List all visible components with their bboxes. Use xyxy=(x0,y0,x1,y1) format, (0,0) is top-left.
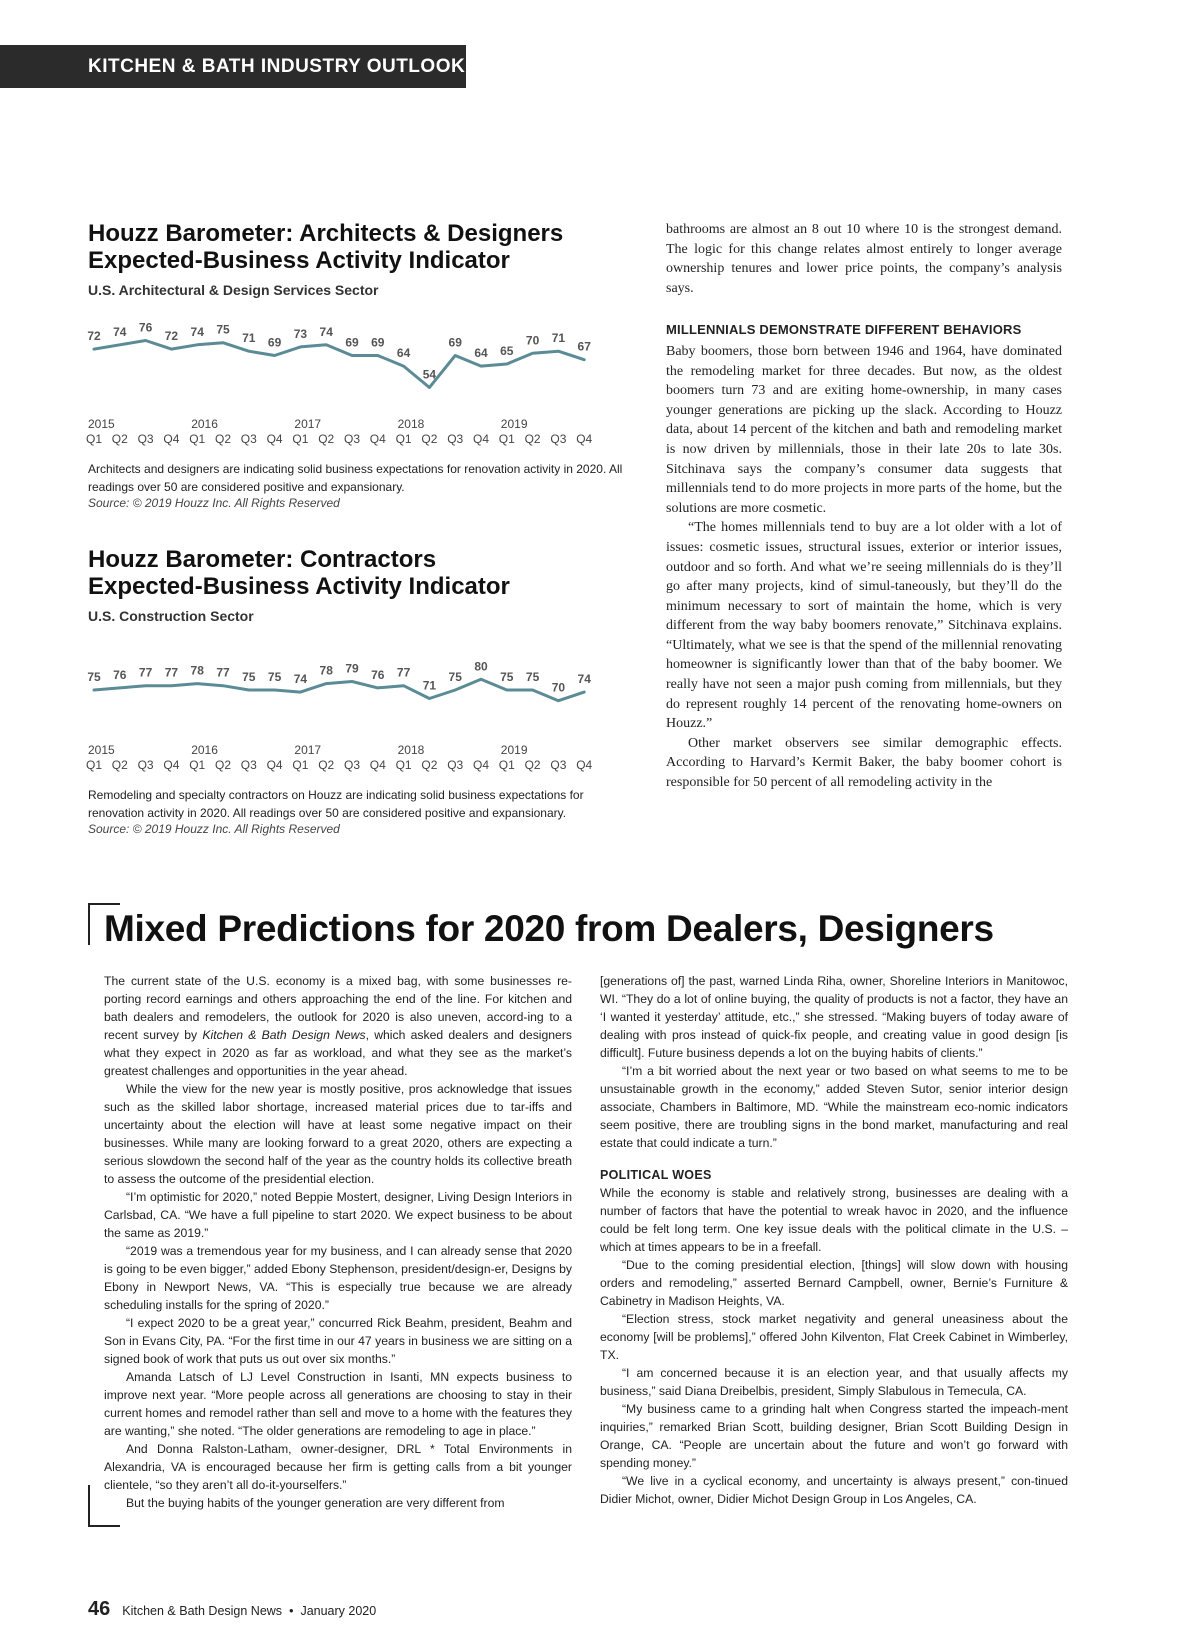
data-label: 76 xyxy=(371,667,385,682)
data-label: 78 xyxy=(190,663,204,678)
quarter-tick-label: Q2 xyxy=(318,432,335,446)
data-label: 69 xyxy=(345,335,359,350)
data-label: 74 xyxy=(319,324,333,339)
article-paragraph: “I am concerned because it is an election year, and that usually affects my business,” said Diana Dreibelbis, president, Simply Slabulous in Temecula, CA. xyxy=(600,1366,1068,1398)
chart1-subtitle: U.S. Architectural & Design Services Sector xyxy=(88,282,379,298)
quarter-tick-label: Q4 xyxy=(576,432,593,446)
data-label: 75 xyxy=(525,670,540,684)
data-label: 65 xyxy=(500,344,514,358)
quarter-tick-label: Q1 xyxy=(85,432,103,446)
chart1-title-line2: Expected-Business Activity Indicator xyxy=(88,247,510,274)
year-tick-label: 2018 xyxy=(397,743,425,757)
chart2-title-line2: Expected-Business Activity Indicator xyxy=(88,573,510,600)
quarter-tick-label: Q3 xyxy=(343,432,361,446)
political-woes-heading: POLITICAL WOES xyxy=(600,1168,712,1182)
year-tick-label: 2016 xyxy=(191,743,218,757)
data-label: 69 xyxy=(267,335,282,350)
data-label: 71 xyxy=(422,678,437,693)
article-text: The current state of the U.S. economy is a mixed bag, with some businesses re-porting record earnings and others approaching the end of the line. For kitchen and bath dealers and remodelers, the outlook for 2020 is also uneven, accord-ing to a recent survey by xyxy=(104,974,572,1042)
year-tick-label: 2017 xyxy=(294,417,322,431)
quarter-tick-label: Q4 xyxy=(472,432,490,446)
data-label: 73 xyxy=(293,326,308,341)
chart2-plot xyxy=(85,628,638,780)
right-paragraph-1: bathrooms are almost an 8 out 10 where 10 is the strongest demand. The logic for this change relates almost entirely to longer average ownership tenures and lower price points, the company’s analysis says. xyxy=(666,222,1062,296)
article-paragraph: While the economy is stable and relatively strong, businesses are dealing with a number of factors that have the potential to wreak havoc in 2020, and the influence could be felt long term. One key issue deals with the political climate in the U.S. – which at times appears to be in a freefall. xyxy=(600,1186,1068,1254)
quarter-tick-label: Q4 xyxy=(163,758,180,772)
quarter-tick-label: Q3 xyxy=(137,432,154,446)
chart2-title-line1: Houzz Barometer: Contractors xyxy=(88,546,437,573)
section-label: KITCHEN & BATH INDUSTRY OUTLOOK xyxy=(88,55,466,77)
data-label: 77 xyxy=(138,665,153,680)
article-column-left xyxy=(104,972,572,1512)
data-label: 74 xyxy=(577,672,591,687)
chart2-title xyxy=(88,546,638,600)
article-headline: Mixed Predictions for 2020 from Dealers, Designers xyxy=(104,908,994,949)
article-paragraph: While the view for the new year is mostly positive, pros acknowledge that issues such as the skilled labor shortage, increased material prices due to tar-iffs and uncertainty about the election will have at least some negative impact on their businesses. While many are looking forward to a great 2020, others are expecting a serious slowdown the second half of the year as the country holds its collective breath to assess the outcome of the presidential election. xyxy=(104,1082,572,1186)
right-paragraph-4: Other market observers see similar demographic effects. According to Harvard’s Kermit Baker, the baby boomer cohort is responsible for 50 percent of all remodeling activity in the xyxy=(666,735,1062,791)
data-label: 79 xyxy=(345,661,359,676)
data-label: 70 xyxy=(525,333,540,348)
article-paragraph: “2019 was a tremendous year for my business, and I can already sense that 2020 is going to be even bigger,” added Ebony Stephenson, president/design-er, Designs by Ebony in Newport News, VA. “This is especially true because we are already scheduling installs for the spring of 2020.” xyxy=(104,1244,572,1312)
quarter-tick-label: Q2 xyxy=(421,432,438,446)
chart2-source: Source: © 2019 Houzz Inc. All Rights Reserved xyxy=(88,822,340,836)
quarter-tick-label: Q4 xyxy=(472,758,490,772)
data-label: 72 xyxy=(87,329,101,344)
quarter-tick-label: Q3 xyxy=(447,758,464,772)
article-paragraph: “I expect 2020 to be a great year,” concurred Rick Beahm, president, Beahm and Son in Evans City, PA. “For the first time in our 47 years in business we are sitting on a signed book of work that puts us out over six months.” xyxy=(104,1316,572,1366)
article-paragraph: Amanda Latsch of LJ Level Construction in Isanti, MN expects business to improve next year. “More people across all generations are choosing to stay in their current homes and remodel rather than sell and move to a home with the features they are wanting,” she noted. “The older generations are remodeling to age in place.” xyxy=(104,1370,572,1438)
data-label: 75 xyxy=(500,670,514,684)
chart1-caption: Architects and designers are indicating solid business expectations for renovation activity in 2020. All readings over 50 are considered positive and expansionary. xyxy=(88,462,623,494)
quarter-tick-label: Q2 xyxy=(214,758,232,772)
data-label: 54 xyxy=(422,367,437,382)
article-paragraph xyxy=(104,972,572,1080)
page-number: 46 xyxy=(88,1598,111,1620)
issue-date: January 2020 xyxy=(300,1604,377,1618)
chart1-plot xyxy=(85,302,638,454)
year-tick-label: 2016 xyxy=(191,417,218,431)
quarter-tick-label: Q3 xyxy=(240,432,257,446)
article-paragraph: And Donna Ralston-Latham, owner-designer, DRL * Total Environments in Alexandria, VA is encouraged because her firm is getting calls from a bit younger clientele, “so they aren’t all do-it-yourselfers.” xyxy=(104,1442,572,1492)
year-tick-label: 2019 xyxy=(500,417,528,431)
section-header-bar xyxy=(0,45,466,88)
data-label: 74 xyxy=(190,324,204,339)
right-paragraph-3: “The homes millennials tend to buy are a lot older with a lot of issues: cosmetic issues, structural issues, exterior or interior issues, outdoor and so forth. And what we’re seeing millennials do is they’ll go after many projects, kind of simul-taneously, but they’ll do the minimum necessary to sort of maintain the home, which is very different from the way baby boomers renovate,” Sitchinava explains. “Ultimately, what we see is that the spend of the millennial renovating homeowner is significantly lower than that of the baby boomer. We really have not seen a major push coming from millennials, but they do represent roughly 14 percent of the renovating home-owners on Houzz.” xyxy=(666,520,1062,732)
data-label: 72 xyxy=(164,329,179,344)
article-text: , which asked dealers and designers what they expect in 2020 as far as workload, and what they see as the market’s greatest challenges and opportunities in the year ahead. xyxy=(104,1028,572,1078)
quarter-tick-label: Q1 xyxy=(189,758,206,772)
quarter-tick-label: Q4 xyxy=(576,758,593,772)
quarter-tick-label: Q3 xyxy=(343,758,361,772)
article-paragraph: “Due to the coming presidential election, [things] will slow down with housing orders and remodeling,” asserted Bernard Campbell, owner, Bernie’s Furniture & Cabinetry in Madison Heights, VA. xyxy=(600,1258,1068,1308)
data-label: 75 xyxy=(87,670,101,684)
millennials-heading: MILLENNIALS DEMONSTRATE DIFFERENT BEHAVIORS xyxy=(666,322,1022,338)
quarter-tick-label: Q1 xyxy=(189,432,206,446)
quarter-tick-label: Q4 xyxy=(369,432,386,446)
quarter-tick-label: Q3 xyxy=(550,758,567,772)
data-label: 76 xyxy=(113,667,127,682)
publication-title: Kitchen & Bath Design News xyxy=(122,1604,283,1618)
data-label: 64 xyxy=(396,346,411,361)
data-label: 75 xyxy=(242,670,256,684)
quarter-tick-label: Q2 xyxy=(524,432,541,446)
data-label: 69 xyxy=(371,335,385,350)
data-label: 67 xyxy=(577,339,591,354)
data-label: 77 xyxy=(216,665,230,680)
quarter-tick-label: Q2 xyxy=(318,758,335,772)
data-label: 70 xyxy=(551,680,566,695)
data-label: 78 xyxy=(319,663,333,678)
quarter-tick-label: Q1 xyxy=(498,432,515,446)
quarter-tick-label: Q4 xyxy=(163,432,180,446)
data-label: 75 xyxy=(267,670,282,684)
quarter-tick-label: Q1 xyxy=(292,432,309,446)
article-paragraph: “I’m optimistic for 2020,” noted Beppie Mostert, designer, Living Design Interiors in Carlsbad, CA. “We have a full pipeline to start 2020. We expect business to be about the same as 2019.” xyxy=(104,1190,572,1240)
right-paragraph-2: Baby boomers, those born between 1946 and 1964, have dominated the remodeling market for three decades. But now, as the oldest boomers turn 73 and are exiting home-ownership, in many cases younger generations are picking up the slack. According to Houzz data, about 14 percent of the kitchen and bath and remodeling market is now driven by millennials, those in their late 20s to late 30s. Sitchinava says the company’s consumer data suggests that millennials tend to do more projects in more parts of the home, but the solutions are more cosmetic. xyxy=(666,343,1062,516)
data-label: 77 xyxy=(396,665,411,680)
data-label: 69 xyxy=(448,335,462,350)
quarter-tick-label: Q4 xyxy=(266,432,283,446)
quarter-tick-label: Q2 xyxy=(111,432,128,446)
data-label: 71 xyxy=(242,331,256,346)
data-label: 74 xyxy=(293,672,308,687)
quarter-tick-label: Q2 xyxy=(111,758,128,772)
article-column-right xyxy=(600,972,1068,1508)
data-label: 75 xyxy=(216,322,230,337)
article-paragraph: “I’m a bit worried about the next year or two based on what seems to me to be unsustainable growth in the economy,” added Steven Sutor, senior interior design associate, Chambers in Baltimore, MD. “While the mainstream eco-nomic indicators seem positive, there are troubling signs in the bond market, manufacturing and real estate that could indicate a turn.” xyxy=(600,1064,1068,1150)
article-paragraph: “We live in a cyclical economy, and uncertainty is always present,” con-tinued Didier Michot, owner, Didier Michot Design Group in Los Angeles, CA. xyxy=(600,1474,1068,1506)
quarter-tick-label: Q2 xyxy=(524,758,541,772)
quarter-tick-label: Q2 xyxy=(214,432,232,446)
quarter-tick-label: Q4 xyxy=(369,758,386,772)
quarter-tick-label: Q3 xyxy=(137,758,154,772)
chart-architects-designers xyxy=(85,220,638,510)
chart1-title xyxy=(88,220,638,274)
quarter-tick-label: Q3 xyxy=(550,432,567,446)
quarter-tick-label: Q3 xyxy=(240,758,257,772)
data-label: 74 xyxy=(113,324,127,339)
data-label: 75 xyxy=(448,670,462,684)
data-label: 64 xyxy=(474,346,488,361)
year-tick-label: 2018 xyxy=(397,417,425,431)
chart1-source: Source: © 2019 Houzz Inc. All Rights Reserved xyxy=(88,496,340,510)
quarter-tick-label: Q1 xyxy=(85,758,103,772)
data-label: 71 xyxy=(551,331,566,346)
article-paragraph: “Election stress, stock market negativity and general uneasiness about the economy [will be problems],” offered John Kilventon, Flat Creek Cabinet in Wimberley, TX. xyxy=(600,1312,1068,1362)
article-paragraph: But the buying habits of the younger generation are very different from xyxy=(126,1496,505,1510)
quarter-tick-label: Q3 xyxy=(447,432,464,446)
data-label: 76 xyxy=(138,320,153,335)
quarter-tick-label: Q2 xyxy=(421,758,438,772)
quarter-tick-label: Q4 xyxy=(266,758,283,772)
chart1-title-line1: Houzz Barometer: Architects & Designers xyxy=(88,220,564,247)
quarter-tick-label: Q1 xyxy=(395,758,412,772)
page-footer xyxy=(88,1598,376,1621)
data-label: 80 xyxy=(474,659,488,674)
chart-contractors xyxy=(85,546,638,836)
quarter-tick-label: Q1 xyxy=(498,758,515,772)
footer-separator: • xyxy=(289,1604,294,1618)
chart2-caption: Remodeling and specialty contractors on Houzz are indicating solid business expectations for renovation activity in 2020. All readings over 50 are considered positive and expansionary. xyxy=(88,788,584,820)
quarter-tick-label: Q1 xyxy=(395,432,412,446)
data-label: 77 xyxy=(164,665,179,680)
year-tick-label: 2019 xyxy=(500,743,528,757)
right-column-text xyxy=(666,220,1062,793)
quarter-tick-label: Q1 xyxy=(292,758,309,772)
article-paragraph: “My business came to a grinding halt when Congress started the impeach-ment inquiries,” remarked Brian Scott, building designer, Brian Scott Building Design in Orange, CA. “People are uncertain about the future and won’t go forward with spending money.” xyxy=(600,1402,1068,1470)
year-tick-label: 2015 xyxy=(88,417,115,431)
publication-name: Kitchen & Bath Design News xyxy=(202,1028,366,1042)
year-tick-label: 2017 xyxy=(294,743,322,757)
year-tick-label: 2015 xyxy=(88,743,115,757)
chart2-subtitle: U.S. Construction Sector xyxy=(88,608,254,624)
article-paragraph: [generations of] the past, warned Linda Riha, owner, Shoreline Interiors in Manitowoc, WI. “They do a lot of online buying, the quality of products is not a factor, they have an ‘I wanted it yesterday’ attitude, etc.,” she stressed. “Making buyers of today aware of dealing with pros instead of quick-fix people, and creating value in good design [is difficult]. Future business depends a lot on the buying habits of clients.” xyxy=(600,974,1068,1060)
